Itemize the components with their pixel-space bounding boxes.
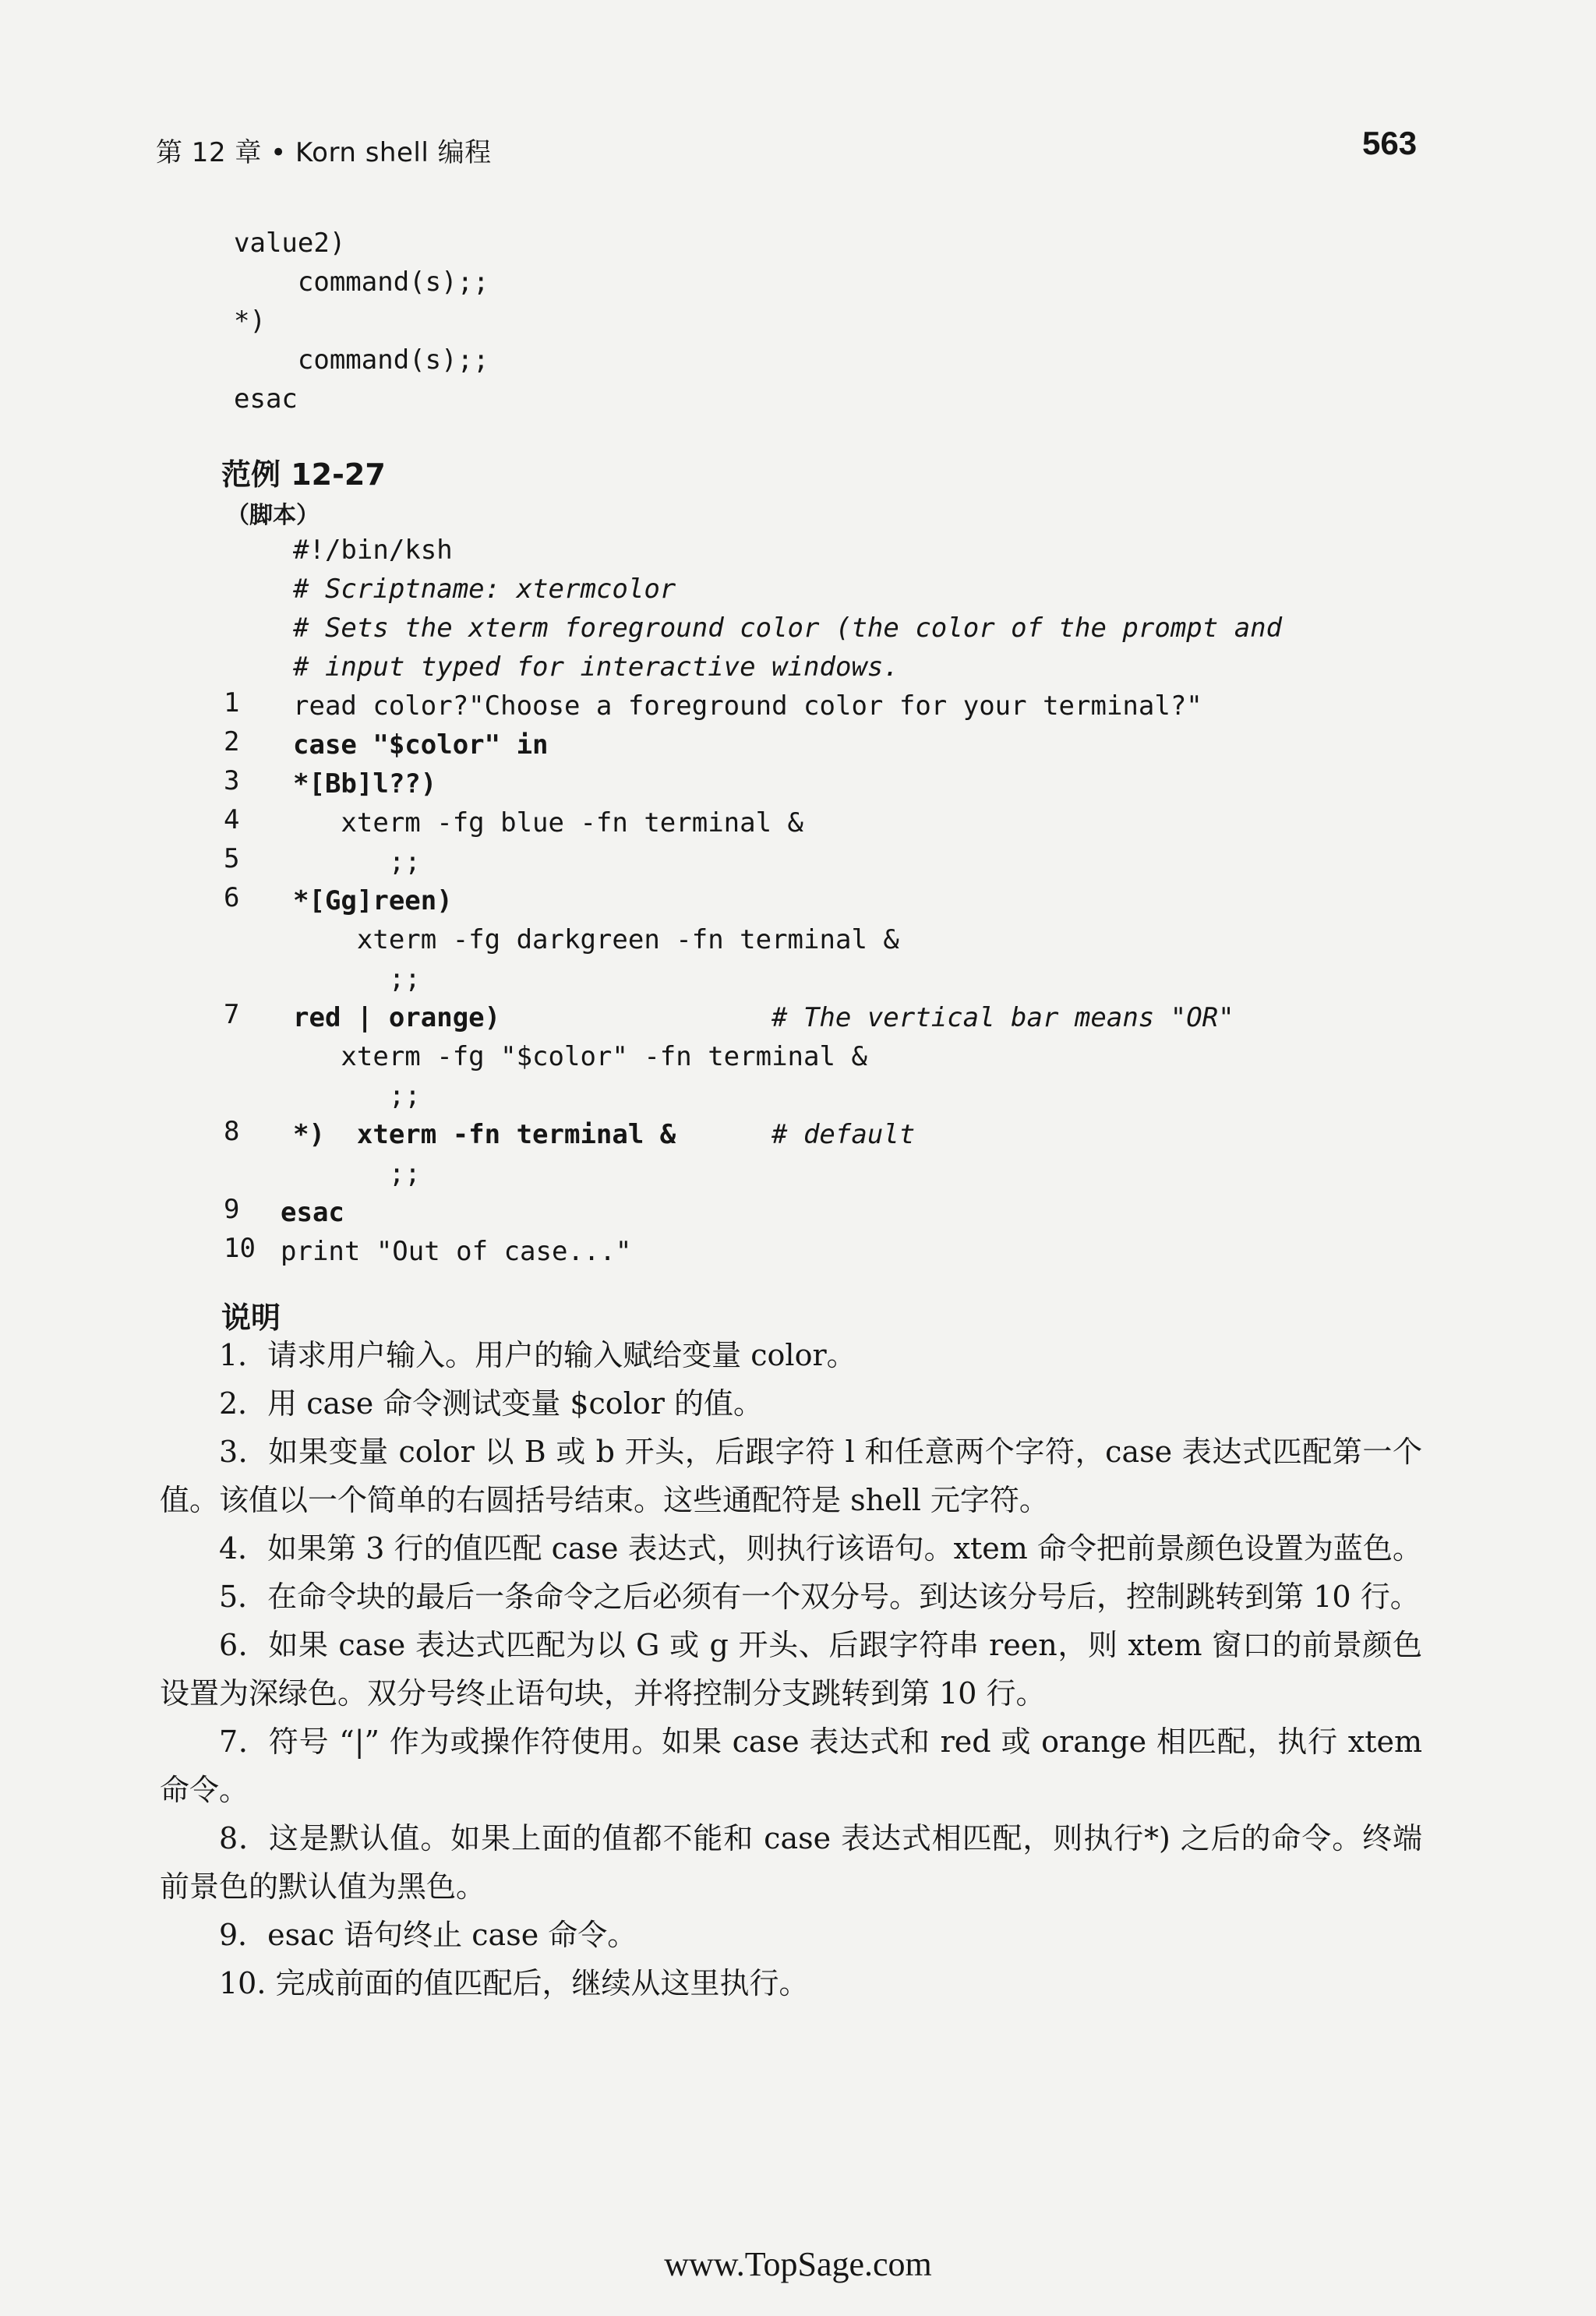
code-line: read color?"Choose a foreground color for your terminal?"	[293, 690, 1202, 722]
line-number: 2	[224, 726, 240, 757]
code-line: ;;	[293, 1158, 421, 1189]
code-line: *) xterm -fn terminal &	[293, 1119, 676, 1150]
syntax-line: command(s);;	[234, 344, 489, 376]
code-comment-line: # input typed for interactive windows.	[293, 651, 899, 683]
explanation-item: 8．这是默认值。如果上面的值都不能和 case 表达式相匹配，则执行*) 之后的命令。终端前景色的默认值为黑色。	[160, 1821, 1422, 1904]
line-number: 8	[224, 1116, 240, 1147]
explanation-item: 1．请求用户输入。用户的输入赋给变量 color。	[219, 1338, 856, 1372]
code-comment-line: # Sets the xterm foreground color (the color of the prompt and	[293, 613, 1283, 644]
code-line: xterm -fg darkgreen -fn terminal &	[293, 924, 899, 955]
code-line: xterm -fg "$color" -fn terminal &	[293, 1041, 867, 1072]
code-line: ;;	[293, 846, 421, 877]
code-line: *[Bb]l??)	[293, 768, 437, 800]
code-line: red | orange)	[293, 1002, 501, 1033]
code-line: ;;	[293, 963, 421, 994]
explanation-item: 10. 完成前面的值匹配后，继续从这里执行。	[219, 1966, 809, 2000]
line-number: 5	[224, 843, 240, 874]
explanation-list	[160, 1331, 1422, 2007]
page-number: 563	[1362, 125, 1418, 161]
code-line: print "Out of case..."	[281, 1236, 632, 1267]
code-line: case "$color" in	[293, 729, 549, 761]
line-number: 9	[224, 1194, 240, 1225]
line-number: 4	[224, 804, 240, 835]
footer-url: www.TopSage.com	[664, 2245, 932, 2283]
line-number: 1	[224, 687, 240, 718]
syntax-line: value2)	[234, 228, 346, 259]
explanation-item: 3．如果变量 color 以 B 或 b 开头，后跟字符 l 和任意两个字符，case 表达式匹配第一个值。该值以一个简单的右圆括号结束。这些通配符是 shell 元字符。	[160, 1435, 1422, 1517]
code-comment-line: # Scriptname: xtermcolor	[293, 574, 676, 605]
explanation-item: 9．esac 语句终止 case 命令。	[219, 1918, 637, 1952]
code-line: xterm -fg blue -fn terminal &	[293, 807, 804, 838]
example-subtitle: （脚本）	[226, 502, 320, 529]
syntax-line: esac	[234, 383, 298, 415]
syntax-line: command(s);;	[234, 267, 489, 298]
line-number: 7	[224, 999, 240, 1030]
syntax-snippet	[234, 224, 489, 443]
code-comment: # The vertical bar means "OR"	[772, 1002, 1234, 1033]
explanation-item: 6．如果 case 表达式匹配为以 G 或 g 开头、后跟字符串 reen，则 xtem 窗口的前景颜色设置为深绿色。双分号终止语句块，并将控制分支跳转到第 10 行。	[160, 1628, 1422, 1711]
explanation-item: 5．在命令块的最后一条命令之后必须有一个双分号。到达该分号后，控制跳转到第 10 行。	[219, 1580, 1420, 1614]
code-comment: # default	[772, 1119, 916, 1150]
line-number: 3	[224, 765, 240, 796]
syntax-line: *)	[234, 305, 266, 337]
code-line: *[Gg]reen)	[293, 885, 453, 916]
example-title: 范例 12-27	[221, 457, 386, 492]
code-line: #!/bin/ksh	[293, 535, 453, 566]
explanation-item: 7．符号 “|” 作为或操作符使用。如果 case 表达式和 red 或 orange 相匹配，执行 xtem 命令。	[160, 1725, 1422, 1807]
explanation-item: 2．用 case 命令测试变量 $color 的值。	[219, 1386, 763, 1421]
line-number: 10	[224, 1233, 256, 1264]
code-line: esac	[281, 1197, 344, 1228]
line-number: 6	[224, 882, 240, 913]
code-line: ;;	[293, 1080, 421, 1111]
explanation-item: 4．如果第 3 行的值匹配 case 表达式，则执行该语句。xtem 命令把前景颜色设置为蓝色。	[219, 1531, 1422, 1566]
chapter-header: 第 12 章 • Korn shell 编程	[156, 137, 492, 168]
explanation-heading: 说明	[221, 1301, 281, 1335]
